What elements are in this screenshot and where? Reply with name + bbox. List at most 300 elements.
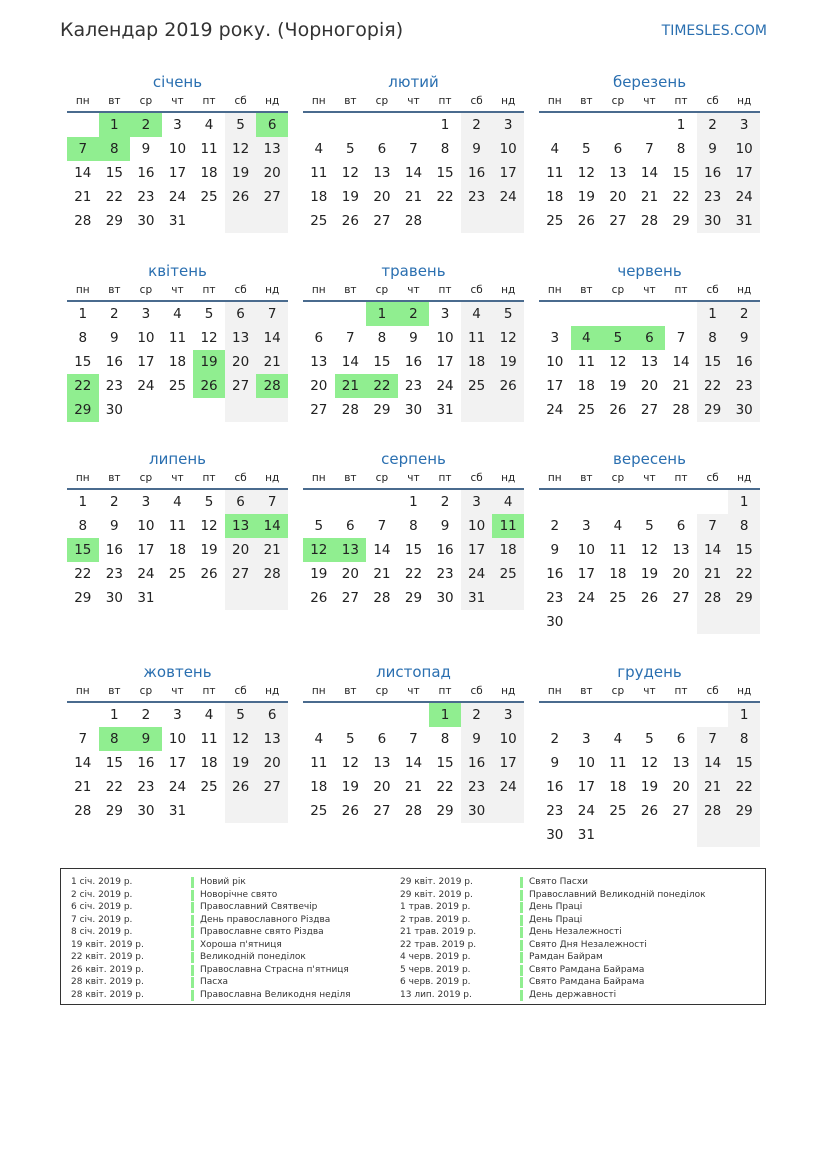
- legend-row: [71, 876, 351, 889]
- day-cell: 15: [672, 165, 690, 181]
- day-cell: 6: [377, 731, 387, 747]
- month-block: [303, 71, 524, 233]
- legend-holiday-name: Свято Пасхи: [529, 877, 589, 887]
- weekday-label: сб: [706, 284, 719, 296]
- weekday-header: [303, 471, 524, 490]
- weekday-label: ср: [139, 472, 153, 484]
- day-cell: 24: [577, 803, 595, 819]
- legend-holiday-name: Пасха: [200, 977, 229, 987]
- empty-cell: [697, 490, 729, 514]
- day-cell: 25: [310, 803, 328, 819]
- weekday-label: вт: [580, 95, 593, 107]
- legend-holiday-name: День православного Різдва: [200, 914, 331, 925]
- empty-cell: [665, 302, 697, 326]
- empty-cell: [539, 302, 571, 326]
- day-cell: 3: [492, 113, 524, 137]
- day-cell: 16: [105, 354, 123, 370]
- day-cell: 28: [341, 402, 359, 418]
- days-grid: [539, 113, 760, 233]
- day-cell: 7: [377, 518, 387, 534]
- day-cell: 27: [310, 402, 328, 418]
- day-cell: 14: [256, 326, 288, 350]
- day-cell: 4: [461, 302, 493, 326]
- month-block: [539, 661, 760, 847]
- legend-holiday-name: День Праці: [529, 902, 583, 912]
- day-cell: 1: [78, 306, 88, 322]
- day-cell: 22: [436, 779, 454, 795]
- day-cell: 24: [728, 185, 760, 209]
- day-cell: 3: [440, 306, 450, 322]
- day-cell: 3: [582, 731, 591, 747]
- weekday-label: чт: [171, 95, 184, 107]
- day-cell: 11: [546, 165, 564, 181]
- day-cell: 7: [697, 727, 729, 751]
- legend-date: 1 трав. 2019 р.: [400, 902, 471, 912]
- day-cell: 18: [168, 354, 187, 370]
- day-cell: 3: [550, 330, 560, 346]
- weekday-label: нд: [265, 284, 280, 296]
- weekday-label: нд: [265, 472, 280, 484]
- weekday-label: нд: [737, 472, 752, 484]
- legend-marker: [520, 965, 523, 976]
- day-cell: 22: [404, 566, 423, 582]
- day-cell: 29: [105, 213, 123, 229]
- day-cell: 11: [609, 755, 627, 771]
- day-cell: 20: [373, 779, 391, 795]
- month-title: вересень: [613, 450, 686, 468]
- day-cell: 21: [74, 189, 92, 205]
- day-cell: 26: [341, 213, 359, 229]
- day-cell: 30: [728, 398, 760, 422]
- legend-holiday-name: Свято Дня Незалежності: [529, 939, 647, 950]
- day-cell: 21: [697, 562, 729, 586]
- legend-date: 26 квіт. 2019 р.: [71, 964, 144, 975]
- day-cell: 17: [492, 161, 524, 185]
- day-cell: 19: [310, 566, 328, 582]
- day-cell: 16: [546, 779, 564, 795]
- month-title: грудень: [617, 663, 682, 681]
- day-cell: 1: [676, 117, 686, 133]
- weekday-label: пн: [547, 284, 562, 296]
- empty-cell: [193, 586, 225, 610]
- day-cell: 4: [571, 326, 603, 350]
- weekday-header: [303, 94, 524, 113]
- day-cell: 11: [461, 326, 493, 350]
- weekday-label: ср: [139, 685, 153, 697]
- day-cell: 17: [546, 378, 564, 394]
- empty-cell: [665, 610, 697, 634]
- day-cell: 12: [640, 755, 659, 771]
- empty-cell: [67, 703, 99, 727]
- day-cell: 18: [609, 566, 627, 582]
- month-title: листопад: [376, 663, 451, 681]
- weekday-label: пт: [674, 685, 688, 697]
- legend-marker: [191, 902, 194, 913]
- empty-cell: [665, 490, 697, 514]
- legend-holiday-name: Новорічне свято: [200, 889, 278, 900]
- day-cell: 17: [168, 165, 187, 181]
- day-cell: 11: [609, 542, 627, 558]
- weekday-header: [539, 471, 760, 490]
- day-cell: 30: [697, 209, 729, 233]
- day-cell: 10: [137, 330, 155, 346]
- days-grid: [67, 490, 288, 610]
- day-cell: 29: [105, 803, 123, 819]
- day-cell: 1: [110, 707, 119, 723]
- weekday-label: нд: [501, 685, 516, 697]
- day-cell: 9: [550, 755, 560, 771]
- empty-cell: [697, 703, 729, 727]
- day-cell: 29: [697, 398, 729, 422]
- day-cell: 21: [672, 378, 690, 394]
- day-cell: 24: [168, 779, 187, 795]
- weekday-label: пт: [202, 685, 216, 697]
- weekday-label: чт: [171, 472, 184, 484]
- day-cell: 1: [429, 703, 461, 727]
- day-cell: 13: [335, 538, 367, 562]
- day-cell: 28: [697, 799, 729, 823]
- weekday-label: пт: [202, 284, 216, 296]
- weekday-label: пт: [674, 95, 688, 107]
- day-cell: 7: [67, 137, 99, 161]
- weekday-label: нд: [265, 95, 280, 107]
- day-cell: 23: [404, 378, 423, 394]
- weekday-label: ср: [611, 472, 625, 484]
- empty-cell: [665, 703, 697, 727]
- legend-row: [71, 964, 351, 977]
- legend-holiday-name: Православна Страсна п'ятниця: [200, 964, 349, 975]
- day-cell: 29: [728, 799, 760, 823]
- legend-row: [400, 876, 706, 889]
- day-cell: 6: [634, 326, 666, 350]
- legend-holiday-name: Православне свято Різдва: [200, 927, 324, 937]
- day-cell: 2: [110, 306, 119, 322]
- day-cell: 30: [546, 614, 564, 630]
- day-cell: 12: [341, 755, 359, 771]
- day-cell: 20: [256, 161, 288, 185]
- day-cell: 9: [550, 542, 560, 558]
- day-cell: 23: [137, 779, 155, 795]
- weekday-label: сб: [470, 95, 483, 107]
- day-cell: 15: [436, 755, 454, 771]
- day-cell: 7: [645, 141, 654, 157]
- legend-date: 5 черв. 2019 р.: [400, 964, 471, 975]
- day-cell: 8: [440, 731, 450, 747]
- day-cell: 21: [256, 350, 288, 374]
- day-cell: 2: [550, 731, 560, 747]
- day-cell: 21: [404, 779, 423, 795]
- day-cell: 27: [373, 803, 391, 819]
- day-cell: 12: [609, 354, 627, 370]
- weekday-header: [539, 684, 760, 703]
- day-cell: 4: [613, 731, 623, 747]
- month-title: червень: [617, 262, 682, 280]
- day-cell: 24: [461, 562, 493, 586]
- day-cell: 28: [697, 586, 729, 610]
- day-cell: 17: [168, 755, 187, 771]
- weekday-header: [67, 94, 288, 113]
- day-cell: 22: [67, 374, 99, 398]
- legend-marker: [520, 902, 523, 913]
- empty-cell: [303, 113, 335, 137]
- day-cell: 16: [461, 751, 493, 775]
- legend-row: [400, 951, 706, 964]
- month-block: [67, 260, 288, 422]
- day-cell: 22: [366, 374, 398, 398]
- empty-cell: [225, 586, 257, 610]
- day-cell: 19: [341, 779, 359, 795]
- day-cell: 25: [168, 566, 187, 582]
- day-cell: 20: [225, 350, 257, 374]
- legend-date: 2 трав. 2019 р.: [400, 914, 471, 925]
- day-cell: 28: [74, 803, 92, 819]
- day-cell: 3: [582, 518, 591, 534]
- empty-cell: [571, 113, 603, 137]
- day-cell: 26: [341, 803, 359, 819]
- legend-holiday-name: День державності: [529, 989, 617, 1000]
- day-cell: 25: [609, 803, 627, 819]
- empty-cell: [602, 823, 634, 847]
- month-title: квітень: [148, 262, 207, 280]
- day-cell: 5: [314, 518, 324, 534]
- month-block: [539, 71, 760, 233]
- day-cell: 23: [546, 590, 564, 606]
- legend-marker: [520, 877, 523, 888]
- day-cell: 2: [697, 113, 729, 137]
- legend-marker: [191, 965, 194, 976]
- weekday-label: чт: [407, 472, 420, 484]
- legend-row: [400, 901, 706, 914]
- empty-cell: [225, 799, 257, 823]
- holiday-legend: [60, 868, 766, 1005]
- legend-date: 28 квіт. 2019 р.: [71, 989, 144, 1000]
- empty-cell: [539, 113, 571, 137]
- weekday-label: пт: [438, 284, 452, 296]
- legend-marker: [191, 977, 194, 988]
- weekday-label: вт: [108, 472, 121, 484]
- empty-cell: [634, 490, 666, 514]
- day-cell: 10: [461, 514, 493, 538]
- day-cell: 15: [728, 751, 760, 775]
- weekday-label: чт: [643, 472, 656, 484]
- day-cell: 17: [436, 354, 454, 370]
- day-cell: 21: [697, 775, 729, 799]
- weekday-label: сб: [470, 685, 483, 697]
- legend-row: [71, 939, 351, 952]
- day-cell: 12: [341, 165, 359, 181]
- month-title: серпень: [381, 450, 446, 468]
- days-grid: [67, 302, 288, 422]
- empty-cell: [697, 610, 729, 634]
- day-cell: 3: [141, 494, 151, 510]
- day-cell: 18: [546, 189, 564, 205]
- day-cell: 10: [728, 137, 760, 161]
- weekday-label: сб: [706, 685, 719, 697]
- day-cell: 17: [137, 542, 155, 558]
- day-cell: 27: [225, 374, 257, 398]
- day-cell: 13: [225, 514, 257, 538]
- day-cell: 6: [314, 330, 324, 346]
- day-cell: 20: [256, 751, 288, 775]
- weekday-label: пн: [75, 472, 90, 484]
- day-cell: 14: [672, 354, 690, 370]
- day-cell: 13: [373, 755, 391, 771]
- day-cell: 27: [256, 185, 288, 209]
- empty-cell: [366, 703, 398, 727]
- day-cell: 26: [577, 213, 595, 229]
- legend-marker: [191, 952, 194, 963]
- day-cell: 17: [461, 538, 493, 562]
- empty-cell: [602, 703, 634, 727]
- day-cell: 26: [200, 566, 218, 582]
- day-cell: 2: [398, 302, 430, 326]
- legend-holiday-name: Православна Великодня неділя: [200, 989, 351, 1000]
- weekday-label: пт: [202, 95, 216, 107]
- weekday-label: вт: [108, 685, 121, 697]
- day-cell: 15: [697, 350, 729, 374]
- day-cell: 16: [546, 566, 564, 582]
- day-cell: 16: [137, 755, 155, 771]
- day-cell: 27: [373, 213, 391, 229]
- day-cell: 9: [110, 330, 119, 346]
- day-cell: 22: [105, 779, 123, 795]
- empty-cell: [492, 398, 524, 422]
- days-grid: [303, 302, 524, 422]
- day-cell: 7: [346, 330, 355, 346]
- weekday-label: чт: [643, 95, 656, 107]
- legend-marker: [191, 990, 194, 1001]
- empty-cell: [665, 823, 697, 847]
- days-grid: [67, 703, 288, 823]
- day-cell: 5: [645, 518, 654, 534]
- day-cell: 13: [256, 137, 288, 161]
- day-cell: 27: [672, 590, 690, 606]
- legend-date: 1 січ. 2019 р.: [71, 877, 133, 887]
- weekday-label: пн: [311, 685, 326, 697]
- day-cell: 22: [728, 775, 760, 799]
- day-cell: 30: [137, 213, 155, 229]
- legend-row: [400, 939, 706, 952]
- legend-row: [71, 951, 351, 964]
- empty-cell: [602, 113, 634, 137]
- day-cell: 5: [645, 731, 654, 747]
- empty-cell: [539, 703, 571, 727]
- day-cell: 7: [256, 490, 288, 514]
- days-grid: [67, 113, 288, 233]
- empty-cell: [571, 302, 603, 326]
- legend-marker: [520, 927, 523, 938]
- day-cell: 18: [168, 542, 187, 558]
- day-cell: 1: [728, 490, 760, 514]
- weekday-label: сб: [234, 685, 247, 697]
- month-block: [539, 448, 760, 634]
- day-cell: 22: [728, 562, 760, 586]
- day-cell: 17: [577, 779, 595, 795]
- day-cell: 25: [200, 779, 218, 795]
- day-cell: 11: [492, 514, 524, 538]
- day-cell: 26: [640, 590, 659, 606]
- empty-cell: [335, 490, 367, 514]
- legend-marker: [191, 927, 194, 938]
- weekday-label: пн: [311, 95, 326, 107]
- day-cell: 21: [74, 779, 92, 795]
- empty-cell: [539, 490, 571, 514]
- day-cell: 5: [582, 141, 591, 157]
- day-cell: 6: [377, 141, 387, 157]
- day-cell: 19: [225, 751, 257, 775]
- day-cell: 7: [78, 731, 88, 747]
- day-cell: 18: [310, 189, 328, 205]
- legend-holiday-name: Хороша п'ятниця: [200, 939, 282, 950]
- legend-marker: [191, 877, 194, 888]
- day-cell: 28: [373, 590, 391, 606]
- legend-date: 21 трав. 2019 р.: [400, 927, 477, 937]
- day-cell: 19: [200, 542, 218, 558]
- weekday-label: нд: [737, 685, 752, 697]
- empty-cell: [193, 799, 225, 823]
- day-cell: 29: [74, 590, 92, 606]
- day-cell: 3: [461, 490, 493, 514]
- empty-cell: [697, 823, 729, 847]
- day-cell: 12: [303, 538, 335, 562]
- day-cell: 8: [697, 326, 729, 350]
- weekday-label: чт: [407, 685, 420, 697]
- day-cell: 12: [577, 165, 595, 181]
- day-cell: 2: [461, 113, 493, 137]
- day-cell: 28: [672, 402, 690, 418]
- day-cell: 19: [341, 189, 359, 205]
- site-link[interactable]: TIMESLES.COM: [661, 23, 767, 39]
- day-cell: 14: [341, 354, 359, 370]
- day-cell: 3: [728, 113, 760, 137]
- day-cell: 23: [137, 189, 155, 205]
- month-block: [67, 661, 288, 823]
- day-cell: 26: [609, 402, 627, 418]
- legend-date: 13 лип. 2019 р.: [400, 989, 472, 1000]
- day-cell: 18: [577, 378, 595, 394]
- weekday-label: сб: [234, 472, 247, 484]
- day-cell: 20: [373, 189, 391, 205]
- legend-marker: [520, 890, 523, 901]
- day-cell: 2: [550, 518, 560, 534]
- empty-cell: [67, 113, 99, 137]
- day-cell: 26: [492, 374, 524, 398]
- legend-column-left: [71, 876, 351, 1001]
- empty-cell: [602, 302, 634, 326]
- weekday-label: ср: [139, 95, 153, 107]
- day-cell: 10: [577, 755, 595, 771]
- empty-cell: [256, 209, 288, 233]
- legend-marker: [520, 990, 523, 1001]
- empty-cell: [366, 113, 398, 137]
- weekday-label: сб: [470, 472, 483, 484]
- day-cell: 21: [373, 566, 391, 582]
- weekday-label: вт: [344, 685, 357, 697]
- day-cell: 18: [310, 779, 328, 795]
- day-cell: 7: [409, 141, 418, 157]
- weekday-header: [303, 684, 524, 703]
- day-cell: 14: [74, 755, 92, 771]
- day-cell: 20: [609, 189, 627, 205]
- weekday-header: [303, 283, 524, 302]
- day-cell: 10: [168, 731, 187, 747]
- day-cell: 9: [409, 330, 418, 346]
- day-cell: 17: [492, 751, 524, 775]
- days-grid: [303, 703, 524, 823]
- day-cell: 9: [697, 137, 729, 161]
- day-cell: 19: [640, 779, 659, 795]
- day-cell: 24: [546, 402, 564, 418]
